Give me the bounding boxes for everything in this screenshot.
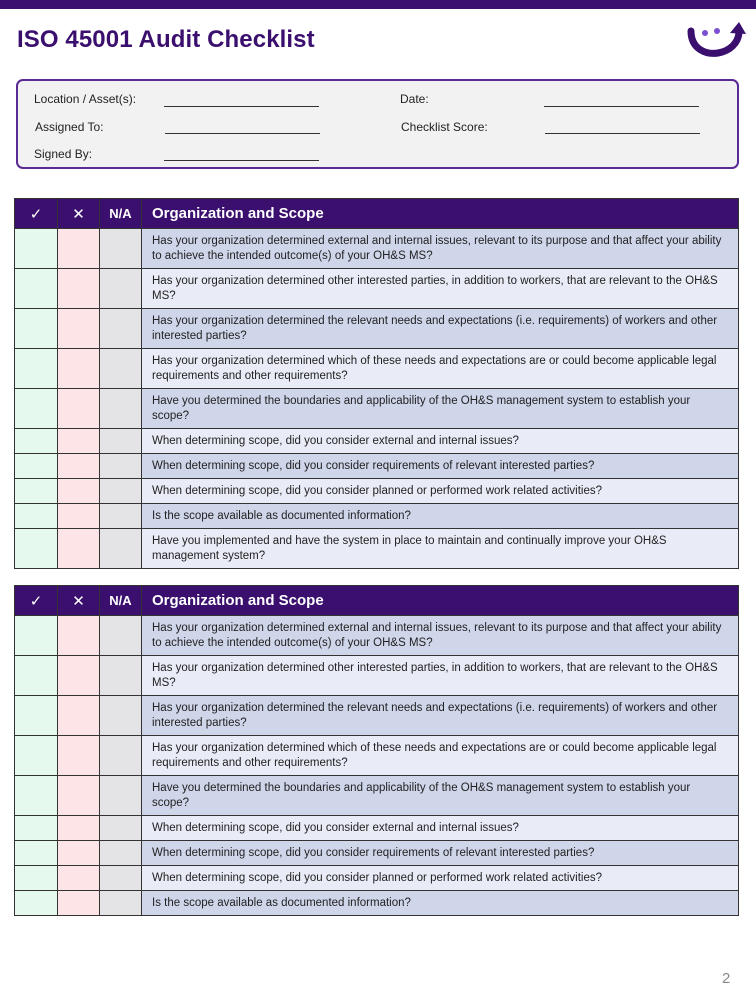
na-checkbox[interactable] xyxy=(100,891,142,916)
section-title: Organization and Scope xyxy=(142,586,739,616)
table-row xyxy=(15,269,739,309)
no-checkbox[interactable] xyxy=(58,309,100,349)
na-checkbox[interactable] xyxy=(100,776,142,816)
na-checkbox[interactable] xyxy=(100,696,142,736)
question-text: Has your organization determined external and internal issues, relevant to its purpose and that affect your ability to achieve the intended outcome(s) of your OH&S MS? xyxy=(142,616,739,656)
na-checkbox[interactable] xyxy=(100,269,142,309)
yes-checkbox[interactable] xyxy=(15,429,58,454)
checklist-score-field[interactable] xyxy=(545,133,700,134)
yes-checkbox[interactable] xyxy=(15,529,58,569)
na-checkbox[interactable] xyxy=(100,656,142,696)
na-checkbox[interactable] xyxy=(100,479,142,504)
na-checkbox[interactable] xyxy=(100,529,142,569)
na-checkbox[interactable] xyxy=(100,454,142,479)
yes-checkbox[interactable] xyxy=(15,736,58,776)
yes-checkbox[interactable] xyxy=(15,269,58,309)
question-text: Have you determined the boundaries and applicability of the OH&S management system to establish your scope? xyxy=(142,389,739,429)
yes-column-header: ✓ xyxy=(15,586,58,616)
question-text: When determining scope, did you consider requirements of relevant interested parties? xyxy=(142,454,739,479)
na-checkbox[interactable] xyxy=(100,736,142,776)
audit-info-form xyxy=(16,79,739,169)
no-checkbox[interactable] xyxy=(58,866,100,891)
yes-checkbox[interactable] xyxy=(15,776,58,816)
table-row xyxy=(15,479,739,504)
checklist-table-1 xyxy=(14,198,739,569)
yes-checkbox[interactable] xyxy=(15,229,58,269)
yes-checkbox[interactable] xyxy=(15,309,58,349)
table-row xyxy=(15,866,739,891)
smiley-arrow-logo-icon xyxy=(686,17,746,59)
no-checkbox[interactable] xyxy=(58,816,100,841)
table-row xyxy=(15,529,739,569)
question-text: Has your organization determined the relevant needs and expectations (i.e. requirements) of workers and other interested parties? xyxy=(142,696,739,736)
signed-by-label: Signed By: xyxy=(34,147,93,161)
question-text: Have you implemented and have the system in place to maintain and continually improve your OH&S management system? xyxy=(142,529,739,569)
question-text: Is the scope available as documented information? xyxy=(142,504,739,529)
no-checkbox[interactable] xyxy=(58,454,100,479)
top-accent-bar xyxy=(0,0,756,9)
question-text: Has your organization determined the relevant needs and expectations (i.e. requirements) of workers and other interested parties? xyxy=(142,309,739,349)
no-column-header: ✕ xyxy=(58,199,100,229)
location-label: Location / Asset(s): xyxy=(34,92,137,106)
na-checkbox[interactable] xyxy=(100,229,142,269)
date-field[interactable] xyxy=(544,106,699,107)
yes-checkbox[interactable] xyxy=(15,479,58,504)
yes-checkbox[interactable] xyxy=(15,696,58,736)
no-checkbox[interactable] xyxy=(58,656,100,696)
checklist-table-2 xyxy=(14,585,739,916)
table-row xyxy=(15,696,739,736)
na-column-header: N/A xyxy=(100,586,142,616)
signed-by-field[interactable] xyxy=(164,160,319,161)
na-checkbox[interactable] xyxy=(100,841,142,866)
no-checkbox[interactable] xyxy=(58,529,100,569)
question-text: When determining scope, did you consider planned or performed work related activities? xyxy=(142,479,739,504)
table-row xyxy=(15,891,739,916)
yes-checkbox[interactable] xyxy=(15,891,58,916)
no-checkbox[interactable] xyxy=(58,841,100,866)
question-text: When determining scope, did you consider planned or performed work related activities? xyxy=(142,866,739,891)
yes-checkbox[interactable] xyxy=(15,816,58,841)
table-row xyxy=(15,736,739,776)
na-checkbox[interactable] xyxy=(100,389,142,429)
page-number: 2 xyxy=(722,970,731,987)
yes-checkbox[interactable] xyxy=(15,349,58,389)
na-checkbox[interactable] xyxy=(100,504,142,529)
question-text: Is the scope available as documented information? xyxy=(142,891,739,916)
table-row xyxy=(15,841,739,866)
table-row xyxy=(15,429,739,454)
table-row xyxy=(15,229,739,269)
assigned-to-field[interactable] xyxy=(165,133,320,134)
no-checkbox[interactable] xyxy=(58,776,100,816)
table-row xyxy=(15,776,739,816)
yes-checkbox[interactable] xyxy=(15,656,58,696)
table-row xyxy=(15,616,739,656)
question-text: When determining scope, did you consider requirements of relevant interested parties? xyxy=(142,841,739,866)
na-column-header: N/A xyxy=(100,199,142,229)
checklist-score-label: Checklist Score: xyxy=(401,120,488,134)
table-row xyxy=(15,454,739,479)
no-checkbox[interactable] xyxy=(58,479,100,504)
no-checkbox[interactable] xyxy=(58,891,100,916)
assigned-to-label: Assigned To: xyxy=(35,120,104,134)
question-text: When determining scope, did you consider external and internal issues? xyxy=(142,816,739,841)
question-text: Has your organization determined other interested parties, in addition to workers, that are relevant to the OH&S MS? xyxy=(142,269,739,309)
na-checkbox[interactable] xyxy=(100,616,142,656)
na-checkbox[interactable] xyxy=(100,816,142,841)
yes-checkbox[interactable] xyxy=(15,866,58,891)
table-row xyxy=(15,816,739,841)
location-field[interactable] xyxy=(164,106,319,107)
na-checkbox[interactable] xyxy=(100,866,142,891)
question-text: Has your organization determined other interested parties, in addition to workers, that are relevant to the OH&S MS? xyxy=(142,656,739,696)
no-checkbox[interactable] xyxy=(58,616,100,656)
no-checkbox[interactable] xyxy=(58,429,100,454)
table-row xyxy=(15,389,739,429)
no-column-header: ✕ xyxy=(58,586,100,616)
table-row xyxy=(15,656,739,696)
page-title: ISO 45001 Audit Checklist xyxy=(17,26,315,53)
question-text: Has your organization determined which of these needs and expectations are or could become applicable legal requirements and other requirements? xyxy=(142,349,739,389)
no-checkbox[interactable] xyxy=(58,696,100,736)
question-text: When determining scope, did you consider external and internal issues? xyxy=(142,429,739,454)
na-checkbox[interactable] xyxy=(100,309,142,349)
yes-checkbox[interactable] xyxy=(15,504,58,529)
table-row xyxy=(15,504,739,529)
yes-checkbox[interactable] xyxy=(15,841,58,866)
no-checkbox[interactable] xyxy=(58,504,100,529)
no-checkbox[interactable] xyxy=(58,389,100,429)
no-checkbox[interactable] xyxy=(58,269,100,309)
yes-column-header: ✓ xyxy=(15,199,58,229)
no-checkbox[interactable] xyxy=(58,736,100,776)
date-label: Date: xyxy=(400,92,429,106)
na-checkbox[interactable] xyxy=(100,349,142,389)
question-text: Has your organization determined which of these needs and expectations are or could become applicable legal requirements and other requirements? xyxy=(142,736,739,776)
no-checkbox[interactable] xyxy=(58,349,100,389)
yes-checkbox[interactable] xyxy=(15,454,58,479)
table-row xyxy=(15,349,739,389)
table-row xyxy=(15,309,739,349)
section-title: Organization and Scope xyxy=(142,199,739,229)
na-checkbox[interactable] xyxy=(100,429,142,454)
question-text: Has your organization determined external and internal issues, relevant to its purpose and that affect your ability to achieve the intended outcome(s) of your OH&S MS? xyxy=(142,229,739,269)
question-text: Have you determined the boundaries and applicability of the OH&S management system to establish your scope? xyxy=(142,776,739,816)
yes-checkbox[interactable] xyxy=(15,389,58,429)
no-checkbox[interactable] xyxy=(58,229,100,269)
yes-checkbox[interactable] xyxy=(15,616,58,656)
